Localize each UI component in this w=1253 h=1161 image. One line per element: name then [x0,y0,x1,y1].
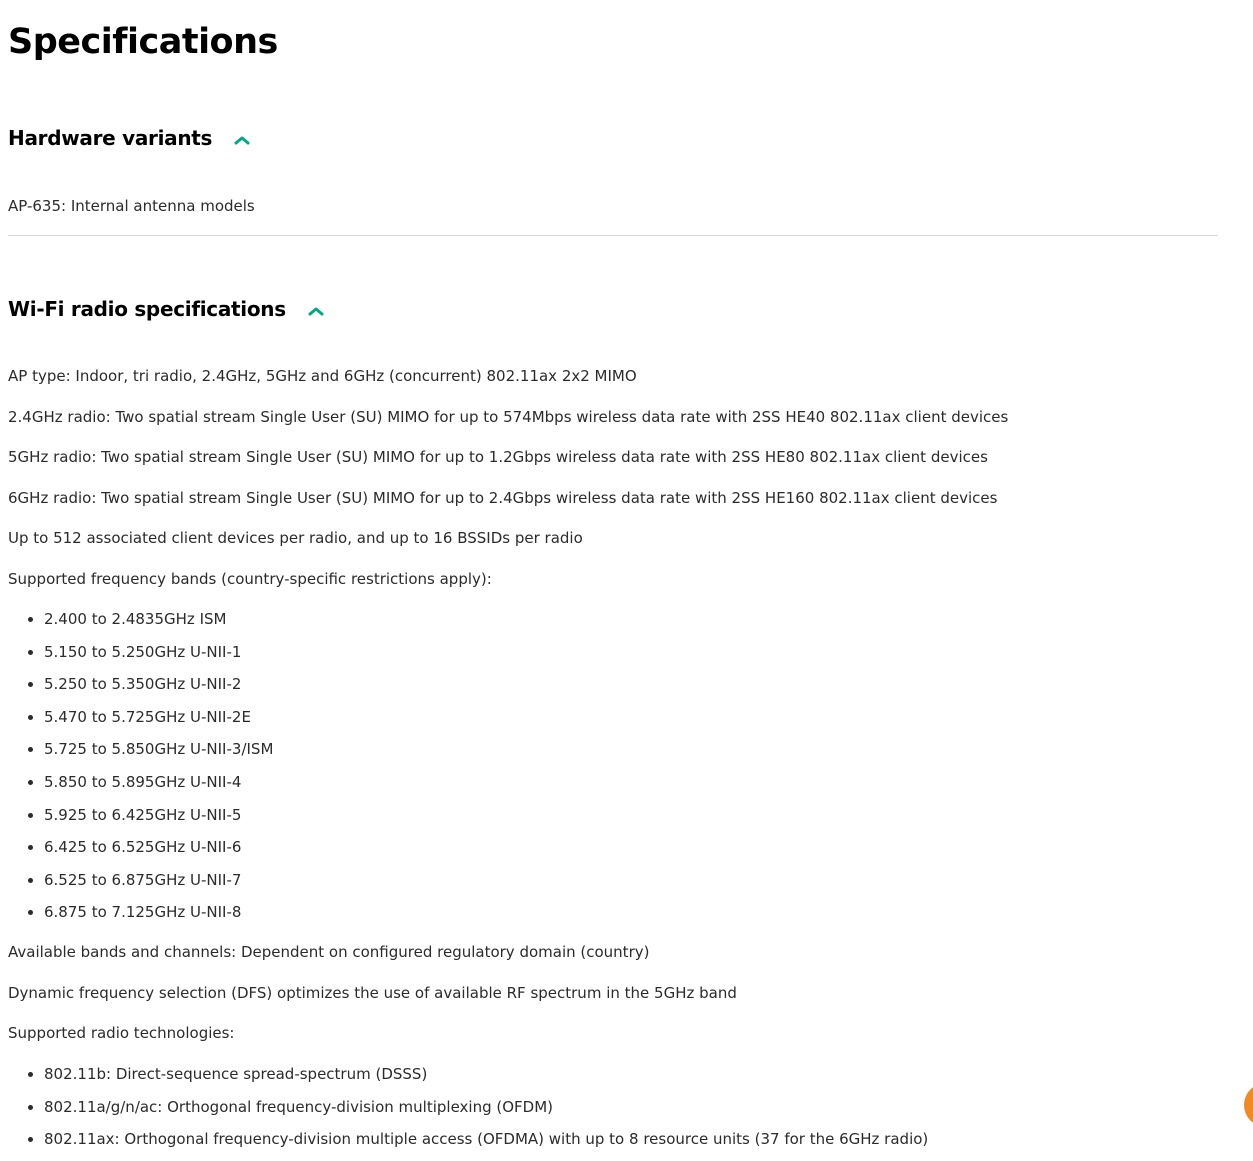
wifi-radio-specs-title: Wi-Fi radio specifications [8,297,286,321]
list-item: 6.425 to 6.525GHz U-NII-6 [8,837,273,857]
hardware-variants-header[interactable] [8,124,250,152]
spec-line: Up to 512 associated client devices per radio, and up to 16 BSSIDs per radio [8,529,583,547]
spec-line: Supported radio technologies: [8,1024,235,1042]
page-title: Specifications [8,22,278,62]
chevron-up-icon[interactable] [308,305,324,317]
hardware-variant-item: AP-635: Internal antenna models [8,197,255,215]
spec-line: 2.4GHz radio: Two spatial stream Single User (SU) MIMO for up to 574Mbps wireless data rate with 2SS HE40 802.11ax client devices [8,408,1009,426]
list-item: 6.875 to 7.125GHz U-NII-8 [8,902,273,922]
list-item: 6.525 to 6.875GHz U-NII-7 [8,870,273,890]
frequency-bands-list [8,609,273,922]
wifi-radio-specs-header[interactable] [8,295,324,323]
section-divider [8,235,1218,236]
hardware-variants-title: Hardware variants [8,126,213,150]
list-item: 5.725 to 5.850GHz U-NII-3/ISM [8,739,273,759]
chevron-up-icon[interactable] [234,134,250,146]
spec-line: Dynamic frequency selection (DFS) optimizes the use of available RF spectrum in the 5GHz band [8,984,737,1002]
spec-line: Available bands and channels: Dependent on configured regulatory domain (country) [8,943,650,961]
list-item: 2.400 to 2.4835GHz ISM [8,609,273,629]
spec-line: 5GHz radio: Two spatial stream Single User (SU) MIMO for up to 1.2Gbps wireless data rate with 2SS HE80 802.11ax client devices [8,448,988,466]
spec-line: AP type: Indoor, tri radio, 2.4GHz, 5GHz and 6GHz (concurrent) 802.11ax 2x2 MIMO [8,367,637,385]
chat-icon[interactable] [1244,1083,1253,1127]
list-item: 5.250 to 5.350GHz U-NII-2 [8,674,273,694]
list-item: 5.150 to 5.250GHz U-NII-1 [8,642,273,662]
spec-line: Supported frequency bands (country-specific restrictions apply): [8,570,492,588]
list-item: 802.11a/g/n/ac: Orthogonal frequency-division multiplexing (OFDM) [8,1097,928,1117]
radio-technologies-list [8,1064,928,1149]
list-item: 5.850 to 5.895GHz U-NII-4 [8,772,273,792]
list-item: 5.925 to 6.425GHz U-NII-5 [8,805,273,825]
list-item: 802.11ax: Orthogonal frequency-division multiple access (OFDMA) with up to 8 resource units (37 for the 6GHz radio) [8,1129,928,1149]
list-item: 802.11b: Direct-sequence spread-spectrum (DSSS) [8,1064,928,1084]
list-item: 5.470 to 5.725GHz U-NII-2E [8,707,273,727]
spec-line: 6GHz radio: Two spatial stream Single User (SU) MIMO for up to 2.4Gbps wireless data rate with 2SS HE160 802.11ax client devices [8,489,998,507]
